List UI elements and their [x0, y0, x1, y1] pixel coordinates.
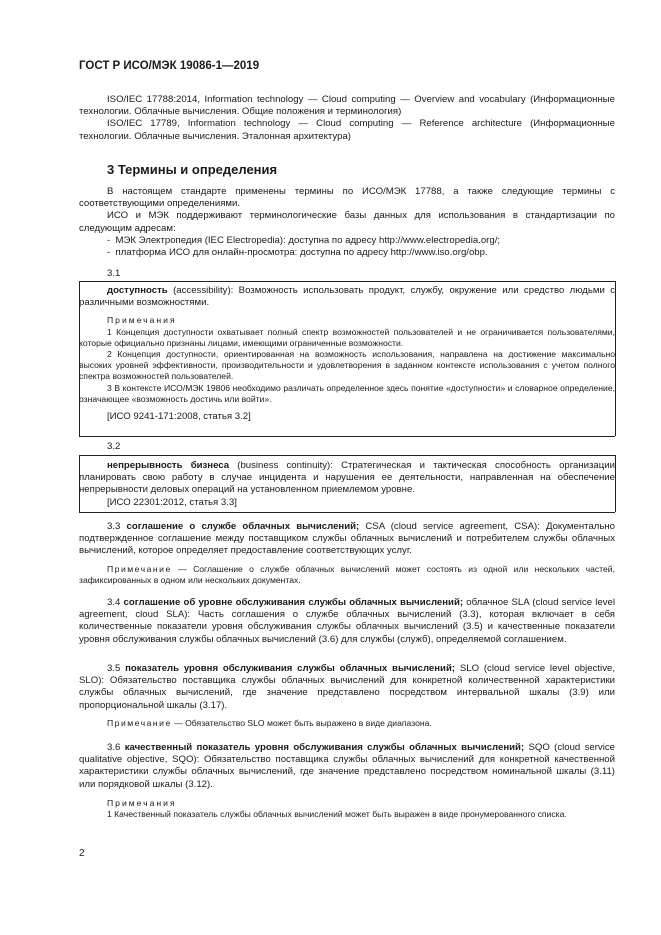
normative-references [79, 94, 615, 143]
term-entry-3-2 [79, 460, 615, 509]
frame-line [79, 512, 615, 513]
term-number: 3.6 [107, 742, 121, 753]
note-item: 2 Концепция доступности, ориентированная на возможность использования, направлена на достижение максимально высоких уровней эффективности, производительности и удовлетворения в заданном контексте использования с учетом полного спектра возможностей пользователей. [79, 349, 615, 382]
page-header: ГОСТ Р ИСО/МЭК 19086-1—2019 [79, 60, 260, 72]
term-entry-3-6 [79, 742, 615, 820]
term-definition: (accessibility): Возможность использовать продукт, службу, окружение или средство людьми с различными возможностями. [79, 285, 615, 309]
term-definition: облачное SLA (cloud service level agreement, cloud SLA): Часть соглашения о службе облачных вычислений (3.3), которая включает в себя количественные показатели уровня обслуживания службы облачных вычислений (3.5) и качественные показатели уровня обслуживания службы облачных вычислений (3.6) для службы (служб), определяемой соглашением. [79, 597, 615, 645]
note-item: Примечание — Соглашение о службе облачных вычислений может состоять из одной или нескольких частей, зафиксированных в одном или нескольких документах. [79, 563, 615, 585]
term-name: доступность [107, 285, 168, 296]
frame-line [79, 436, 615, 437]
notes-heading: Примечания [107, 315, 177, 326]
term-number: 3.1 [107, 268, 121, 279]
term-entry-3-4 [79, 597, 615, 646]
frame-line [79, 455, 615, 456]
section-title: 3 Термины и определения [107, 162, 278, 177]
note-item: 1 Концепция доступности охватывает полный спектр возможностей пользователей и не ограничивается пользователями, которые официально признаны лицами, имеющими ограниченные возможности. [79, 326, 615, 348]
term-source: [ИСО 22301:2012, статья 3.3] [107, 496, 237, 508]
note-item: 1 Качественный показатель службы облачных вычислений может быть выражен в виде пронумерованного списка. [107, 809, 567, 820]
term-number: 3.4 [107, 597, 121, 608]
term-entry-3-5 [79, 663, 615, 729]
term-name: непрерывность бизнеса [107, 460, 230, 471]
intro-paragraph: ИСО и МЭК поддерживают терминологические базы данных для использования в стандартизации по следующим адресам: [79, 210, 615, 234]
note-item: Примечание — Обязательство SLO может быть выражено в виде диапазона. [107, 717, 432, 728]
frame-line [615, 455, 616, 512]
term-definition: SLO (cloud service level objective, SLO): Обязательство поставщика службы облачных вычислений для конкретной количественной характеристики службы облачных вычислений, где значение представлено посредством интервальной шкалы (3.9) или пропорциональной шкалы (3.17). [79, 663, 615, 711]
frame-line [615, 281, 616, 436]
frame-line [79, 281, 615, 282]
term-entry-3-1 [79, 285, 615, 423]
page-number: 2 [79, 848, 85, 859]
term-name: качественный показатель уровня обслуживания службы облачных вычислений; [124, 742, 525, 753]
term-number: 3.5 [107, 663, 121, 674]
term-number: 3.3 [107, 521, 121, 532]
term-number: 3.2 [107, 441, 121, 452]
note-item: 3 В контексте ИСО/МЭК 19806 необходимо различать определенное здесь понятие «доступности» и словарное определение, означающее «возможность достичь или войти». [79, 382, 615, 404]
term-name: показатель уровня обслуживания службы облачных вычислений; [125, 663, 456, 674]
notes-heading: Примечания [107, 797, 177, 808]
bullet-item: - платформа ИСО для онлайн-просмотра: доступна по адресу http://www.iso.org/obp. [107, 247, 488, 259]
term-definition: (business continuity): Стратегическая и тактическая способность организации планировать свою работу в случае инцидента и нарушения ее деятельности, направленная на обеспечение непрерывности деловых операций на установленном приемлемом уровне. [79, 460, 615, 496]
term-source: [ИСО 9241-171:2008, статья 3.2] [107, 411, 251, 423]
section-intro [79, 186, 615, 259]
reference-item: ISO/IEC 17789, Information technology — Cloud computing — Reference architecture (Информационные технологии. Облачные вычисления. Эталонная архитектура) [79, 118, 615, 142]
term-entry-3-3 [79, 521, 615, 586]
bullet-item: - МЭК Электропедия (IEC Electropedia): доступна по адресу http://www.electropedia.org/; [107, 234, 501, 246]
term-name: соглашение о службе облачных вычислений; [126, 521, 360, 532]
term-definition: SQO (cloud service qualitative objective, SQO): Обязательство поставщика службы облачных вычислений для конкретной качественной характеристики службы облачных вычислений, где значение представлено посредством номинальной шкалы (3.11) или порядковой шкалы (3.12). [79, 742, 615, 790]
term-definition: CSA (cloud service agreement, CSA): Документально подтвержденное соглашение между поставщиком службы облачных вычислений и потребителем службы облачных вычислений, которое определяет предоставление соответствующих услуг. [79, 521, 616, 557]
reference-item: ISO/IEC 17788:2014, Information technology — Cloud computing — Overview and vocabulary (Информационные технологии. Облачные вычисления. Общие положения и терминология) [79, 94, 615, 118]
term-name: соглашение об уровне обслуживания службы облачных вычислений; [123, 597, 464, 608]
intro-paragraph: В настоящем стандарте применены термины по ИСО/МЭК 17788, а также следующие термины с соответствующими определениями. [79, 186, 615, 210]
